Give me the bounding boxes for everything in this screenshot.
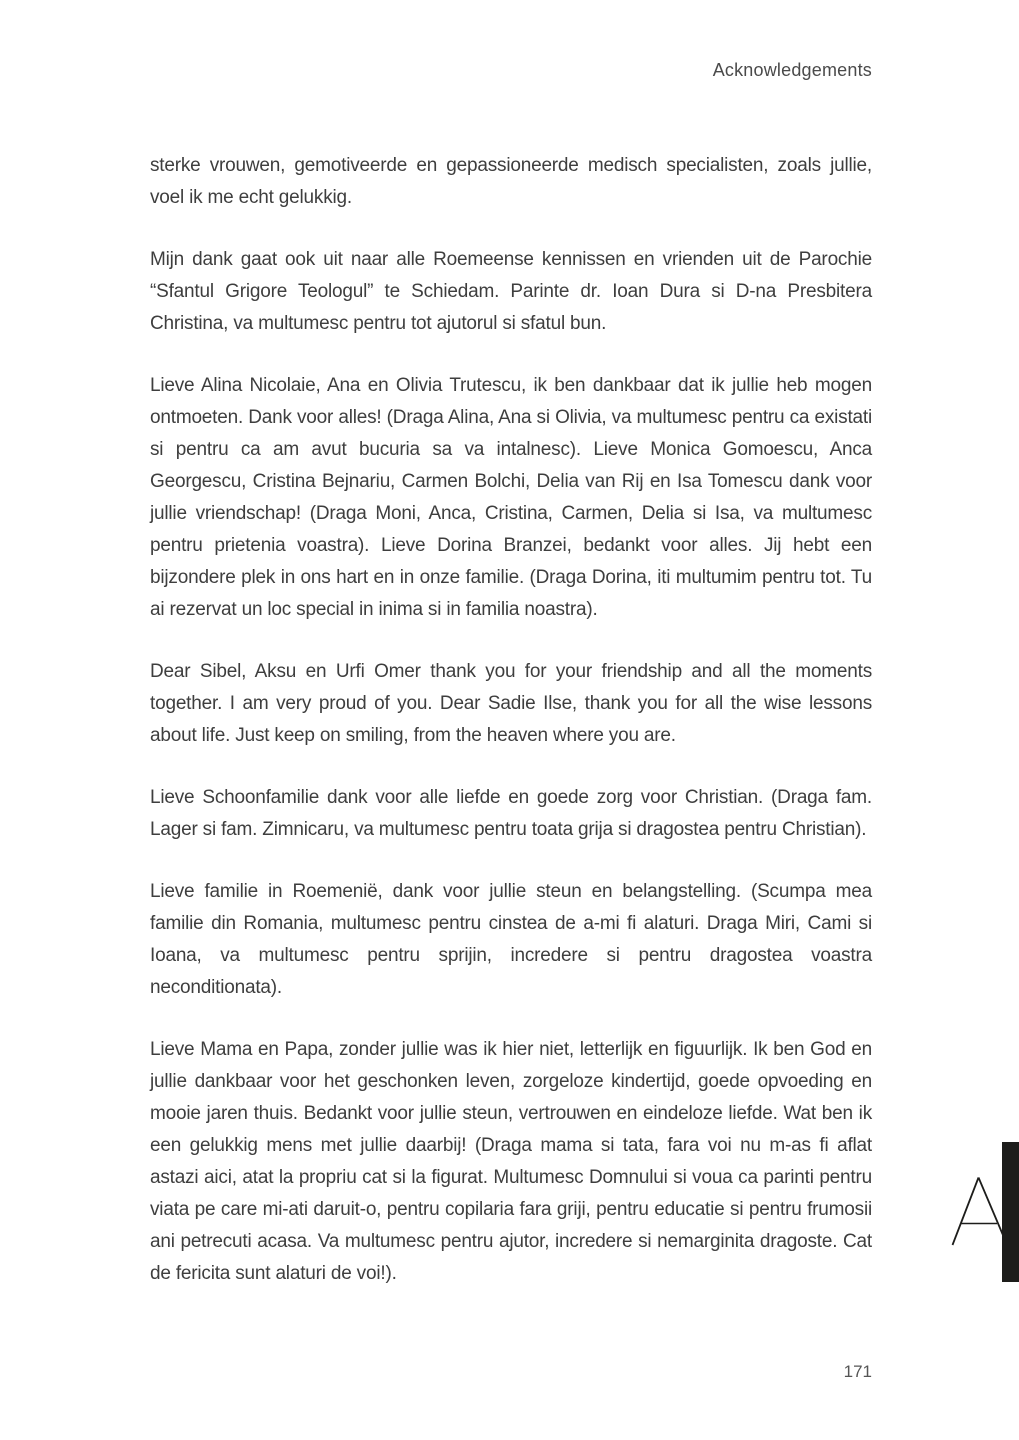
paragraph: Lieve Mama en Papa, zonder jullie was ik hier niet, letterlijk en figuurlijk. Ik ben God en jullie dankbaar voor het geschonken leven, zorgeloze kindertijd, goede opvoeding en mooie jaren thuis. Bedankt voor jullie steun, vertrouwen en eindeloze liefde. Wat ben ik een gelukkig mens met jullie daarbij! (Draga mama si tata, fara voi nu m-as fi aflat astazi aici, atat la propriu cat si la figurat. Multumesc Domnului si voua ca parinti pentru viata pe care mi-ati daruit-o, pentru copilaria fara griji, pentru educatie si pentru frumosii ani petrecuti acasa. Va multumesc pentru ajutor, incredere si nemarginita dragoste. Cat de fericita sunt alaturi de voi!). bbox=[150, 1039, 872, 1284]
paragraph: Dear Sibel, Aksu en Urfi Omer thank you for your friendship and all the moments together. I am very proud of you. Dear Sadie Ilse, thank you for all the wise lessons about life. Just keep on smiling, from the heaven where you are. bbox=[150, 661, 872, 746]
paragraph: Mijn dank gaat ook uit naar alle Roemeense kennissen en vrienden uit de Parochie “Sfantul Grigore Teologul” te Schiedam. Parinte dr. Ioan Dura si D-na Presbitera Christina, va multumesc pentru tot ajutorul si sfatul bun. bbox=[150, 249, 872, 334]
chapter-letter-a bbox=[951, 1176, 1007, 1246]
paragraph: Lieve Schoonfamilie dank voor alle liefde en goede zorg voor Christian. (Draga fam. Lager si fam. Zimnicaru, va multumesc pentru toata grija si dragostea pentru Christian). bbox=[150, 787, 872, 840]
paragraph: Lieve familie in Roemenië, dank voor jullie steun en belangstelling. (Scumpa mea familie din Romania, multumesc pentru cinstea de a-mi fi alaturi. Draga Miri, Cami si Ioana, va multumesc pentru sprijin, incredere si pentru dragostea voastra neconditionata). bbox=[150, 881, 872, 998]
paragraph: sterke vrouwen, gemotiveerde en gepassioneerde medisch specialisten, zoals jullie, voel ik me echt gelukkig. bbox=[150, 155, 872, 208]
paragraph: Lieve Alina Nicolaie, Ana en Olivia Trutescu, ik ben dankbaar dat ik jullie heb mogen ontmoeten. Dank voor alles! (Draga Alina, Ana si Olivia, va multumesc pentru ca existati si pentru ca am avut bucuria sa va intalnesc). Lieve Monica Gomoescu, Anca Georgescu, Cristina Bejnariu, Carmen Bolchi, Delia van Rij en Isa Tomescu dank voor jullie vriendschap! (Draga Moni, Anca, Cristina, Carmen, Delia si Isa, va multumesc pentru prietenia voastra). Lieve Dorina Branzei, bedankt voor alles. Jij hebt een bijzondere plek in ons hart en in onze familie. (Draga Dorina, iti multumim pentru tot. Tu ai rezervat un loc special in inima si in familia noastra). bbox=[150, 375, 872, 620]
acknowledgements-text bbox=[150, 150, 872, 1290]
page-number: 171 bbox=[843, 1362, 872, 1381]
running-header: Acknowledgements bbox=[712, 60, 872, 80]
